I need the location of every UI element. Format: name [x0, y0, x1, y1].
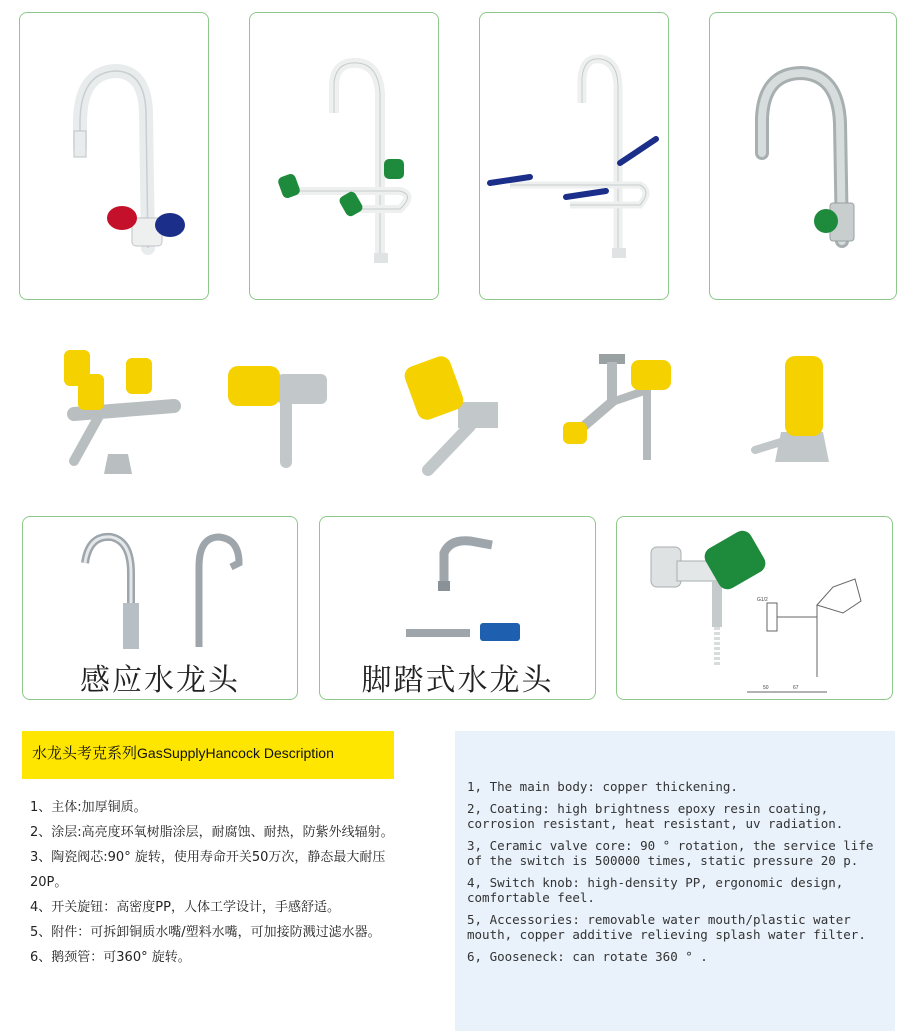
- drawing-dim-50: 50: [763, 685, 769, 691]
- sensor-faucet-image: [23, 523, 299, 653]
- gas-cock-bench-image: [745, 342, 845, 482]
- gas-cock-technical-drawing-image: [617, 517, 894, 701]
- product-card-3: [479, 12, 669, 300]
- gas-cock-tilted-image: [400, 342, 520, 482]
- cn-spec-item: 4、开关旋钮：高密度PP，人体工学设计，手感舒适。: [30, 900, 340, 915]
- gas-cock-triple-image: [44, 336, 194, 486]
- cn-spec-list: [30, 795, 402, 970]
- description-title-bar: [22, 731, 394, 779]
- en-spec-item: 6, Gooseneck: can rotate 360 ° .: [467, 949, 708, 964]
- drawing-dim-67: 67: [793, 685, 799, 691]
- gooseneck-faucet-green-knob-image: [710, 13, 898, 301]
- gas-cock-double-image: [557, 342, 687, 482]
- drawing-dim-g12: G1/2: [757, 597, 768, 603]
- en-spec-item: 5, Accessories: removable water mouth/plastic water mouth, copper additive relieving splash water filter.: [467, 912, 866, 942]
- product-card-1: [19, 12, 209, 300]
- foot-faucet-image: [320, 523, 597, 653]
- sensor-faucet-card: [22, 516, 298, 700]
- product-card-2: [249, 12, 439, 300]
- en-spec-item: 3, Ceramic valve core: 90 ° rotation, the service life of the switch is 500000 times, static pressure 20 p.: [467, 838, 874, 868]
- en-spec-item: 4, Switch knob: high-density PP, ergonomic design, comfortable feel.: [467, 875, 844, 905]
- title-cn: 水龙头考克系列: [32, 744, 138, 762]
- gas-cock-single-angle-image: [222, 342, 342, 482]
- en-spec-item: 2, Coating: high brightness epoxy resin coating, corrosion resistant, heat resistant, uv radiation.: [467, 801, 844, 831]
- drawing-card: [616, 516, 893, 700]
- cn-spec-item: 2、涂层:高亮度环氧树脂涂层，耐腐蚀、耐热，防紫外线辐射。: [30, 825, 394, 840]
- foot-faucet-caption: 脚踏式水龙头: [361, 663, 554, 698]
- foot-faucet-card: [319, 516, 596, 700]
- cn-spec-item: 3、陶瓷阀芯:90° 旋转，使用寿命开关50万次，静态最大耐压20P。: [30, 850, 386, 890]
- cn-spec-item: 5、附件：可拆卸铜质水嘴/塑料水嘴，可加接防溅过滤水器。: [30, 925, 381, 940]
- gooseneck-faucet-red-blue-image: [20, 13, 210, 301]
- en-spec-panel: [455, 731, 895, 1031]
- product-card-4: [709, 12, 897, 300]
- title-en: GasSupplyHancock Description: [137, 745, 334, 761]
- triple-outlet-faucet-green-image: [250, 13, 440, 301]
- triple-outlet-faucet-blue-image: [480, 13, 670, 301]
- cn-spec-item: 6、鹅颈管：可360° 旋转。: [30, 950, 191, 965]
- sensor-faucet-caption: 感应水龙头: [80, 663, 240, 698]
- en-spec-item: 1, The main body: copper thickening.: [467, 779, 738, 794]
- cn-spec-item: 1、主体:加厚铜质。: [30, 800, 147, 815]
